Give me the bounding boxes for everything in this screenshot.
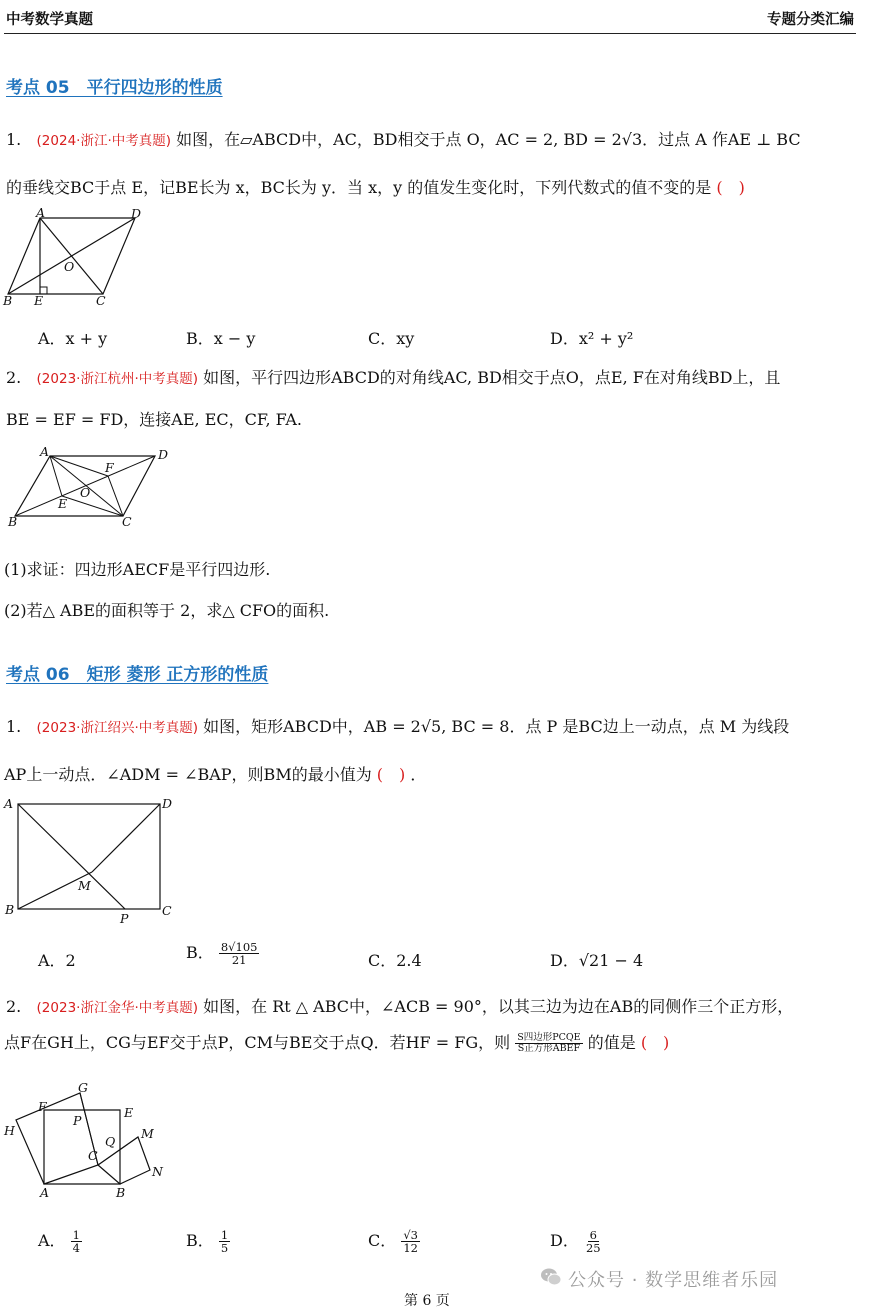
q2-number: 2. (6, 368, 22, 387)
q3-answer-paren: ( ) (376, 765, 406, 784)
q4-option-a-den: 4 (72, 1241, 80, 1255)
q4-label-f: F (38, 1099, 47, 1114)
q4-option-d (550, 1228, 603, 1254)
q1-answer-paren: ( ) (716, 178, 745, 197)
q2-line1 (6, 365, 780, 388)
q3-option-b-fraction (219, 941, 260, 966)
q4-text2a: 点F在GH上，CG与EF交于点P，CM与BE交于点Q．若HF = FG，则 (4, 1033, 511, 1052)
q1-label-c: C (96, 293, 106, 308)
q4-option-c (368, 1228, 420, 1254)
q2-figure (0, 442, 180, 534)
q1-figure (0, 205, 150, 310)
q4-option-d-den: 25 (585, 1241, 601, 1255)
q4-text1: 如图，在 Rt △ ABC中，∠ACB = 90°，以其三边为边在AB的同侧作三个正方形， (203, 997, 794, 1016)
q1-number: 1. (6, 130, 22, 149)
q3-option-a: A．2 (38, 951, 76, 970)
q4-line1 (6, 994, 793, 1017)
q4-option-c-den: 12 (403, 1241, 418, 1255)
q4-label-a: A (40, 1185, 50, 1200)
q4-label-c: C (88, 1148, 98, 1163)
q4-option-d-prefix: D． (550, 1231, 579, 1250)
q4-label-p: P (73, 1113, 82, 1128)
q1-label-o: O (64, 259, 75, 274)
q3-option-c: C．2.4 (368, 951, 422, 970)
q4-label-e: E (124, 1105, 134, 1120)
page-number: 第 6 页 (404, 1293, 450, 1309)
header-left: 中考数学真题 (6, 12, 93, 28)
q1-option-d: D．x² + y² (550, 329, 634, 348)
q4-label-b: B (116, 1185, 126, 1200)
q4-number: 2. (6, 997, 22, 1016)
q1-label-b: B (3, 293, 13, 308)
q2-label-d: D (158, 447, 169, 462)
header-rule (4, 33, 856, 34)
q2-label-f: F (105, 460, 114, 475)
q4-text2b: 的值是 (587, 1033, 636, 1052)
q3-option-b-prefix: B． (186, 943, 214, 962)
q4-figure (0, 1080, 180, 1205)
q1-line2 (6, 175, 745, 198)
q3-figure (0, 792, 185, 927)
q4-option-a-prefix: A． (38, 1231, 66, 1250)
q4-label-h: H (4, 1123, 15, 1138)
q1-option-c: C．xy (368, 329, 415, 348)
q4-option-a (38, 1228, 82, 1254)
q2-label-c: C (122, 514, 132, 529)
q1-source: (2024·浙江·中考真题) (36, 133, 172, 149)
q3-line2 (4, 762, 426, 785)
q4-option-b-prefix: B． (186, 1231, 214, 1250)
q4-option-a-fraction (71, 1229, 82, 1254)
q3-text1: 如图，矩形ABCD中，AB = 2√5, BC = 8．点 P 是BC边上一动点，点 M 为线段 (203, 717, 790, 736)
q1-label-d: D (131, 206, 142, 221)
q1-label-a: A (36, 205, 46, 220)
q4-label-q: Q (105, 1134, 116, 1149)
q4-option-d-fraction (584, 1229, 603, 1254)
q2-part2: (2)若△ ABE的面积等于 2，求△ CFO的面积. (4, 601, 330, 620)
q3-line1 (6, 714, 789, 737)
q4-option-b (186, 1228, 230, 1254)
q4-option-c-num: √3 (403, 1227, 418, 1242)
q3-label-b: B (5, 902, 15, 917)
q3-label-a: A (4, 796, 14, 811)
q4-option-a-num: 1 (72, 1227, 80, 1242)
q2-part1: (1)求证：四边形AECF是平行四边形. (4, 560, 271, 579)
q4-option-d-num: 6 (589, 1227, 597, 1242)
q3-text2: AP上一动点．∠ADM = ∠BAP，则BM的最小值为 (4, 765, 372, 784)
q3-source: (2023·浙江绍兴·中考真题) (36, 720, 199, 736)
q1-line1 (6, 127, 801, 150)
q3-option-b (186, 940, 259, 966)
wechat-icon (540, 1266, 562, 1288)
q4-label-m: M (141, 1126, 154, 1141)
q2-source: (2023·浙江杭州·中考真题) (36, 371, 199, 387)
header-right: 专题分类汇编 (767, 12, 854, 28)
q4-answer-paren: ( ) (640, 1033, 670, 1052)
q1-option-b: B．x − y (186, 329, 256, 348)
q3-tail: ． (410, 765, 427, 784)
q4-option-b-fraction (219, 1229, 230, 1254)
q2-label-a: A (40, 444, 50, 459)
q1-option-a: A．x + y (38, 329, 108, 348)
q3-label-m: M (78, 878, 91, 893)
q1-text1: 如图，在▱ABCD中，AC，BD相交于点 O，AC = 2, BD = 2√3．过点 A 作AE ⊥ BC (176, 130, 801, 149)
q4-option-c-prefix: C． (368, 1231, 397, 1250)
q3-label-d: D (162, 796, 173, 811)
q3-number: 1. (6, 717, 22, 736)
q1-label-e: E (34, 293, 44, 308)
q2-line2: BE = EF = FD，连接AE, EC，CF, FA. (6, 410, 303, 429)
q4-fraction-den: S正方形ABEF (517, 1043, 581, 1054)
q4-label-g: G (78, 1080, 88, 1095)
q3-option-d: D．√21 − 4 (550, 951, 644, 970)
section-title-06: 考点 06 矩形 菱形 正方形的性质 (6, 665, 269, 685)
section-title-05: 考点 05 平行四边形的性质 (6, 78, 223, 98)
q3-label-p: P (120, 911, 129, 926)
q4-source: (2023·浙江金华·中考真题) (36, 1000, 199, 1016)
q4-fraction-num: S四边形PCQE (517, 1032, 581, 1044)
watermark-text: 公众号 · 数学思维者乐园 (568, 1270, 779, 1291)
q2-label-e: E (58, 496, 68, 511)
q3-option-b-den: 21 (231, 953, 247, 967)
q2-label-b: B (8, 514, 18, 529)
q4-line2 (4, 1030, 669, 1054)
q4-label-n: N (152, 1164, 163, 1179)
q4-option-c-fraction (401, 1229, 420, 1254)
q3-label-c: C (162, 903, 172, 918)
q1-text2: 的垂线交BC于点 E，记BE长为 x，BC长为 y．当 x，y 的值发生变化时，下列代数式的值不变的是 (6, 178, 712, 197)
q4-option-b-num: 1 (220, 1227, 229, 1242)
q2-label-o: O (80, 485, 91, 500)
q4-area-fraction (515, 1033, 582, 1054)
q3-option-b-num: 8√105 (220, 939, 258, 954)
q2-text1: 如图，平行四边形ABCD的对角线AC, BD相交于点O，点E, F在对角线BD上，且 (203, 368, 781, 387)
q4-option-b-den: 5 (220, 1241, 229, 1255)
